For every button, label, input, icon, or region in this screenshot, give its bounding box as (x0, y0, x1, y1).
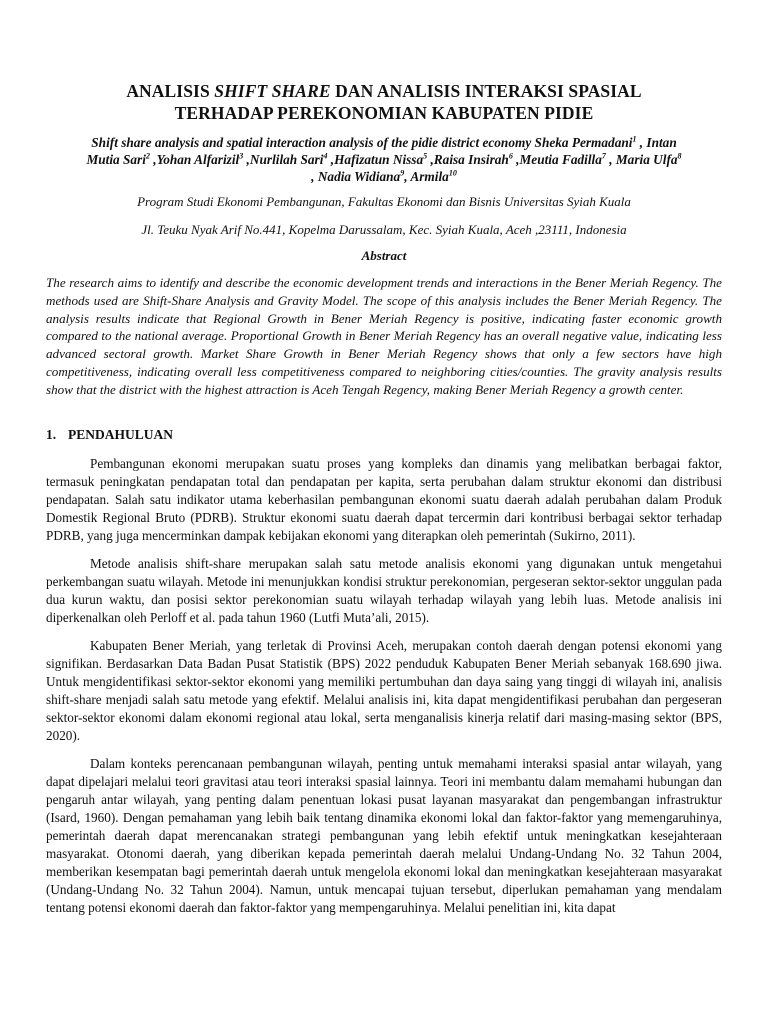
author-sup: 9 (400, 168, 405, 178)
abstract-heading: Abstract (361, 248, 407, 263)
author-0: Shift share analysis and spatial interaction analysis of the pidie district economy Sheka Permadani (91, 135, 633, 150)
address: Jl. Teuku Nyak Arif No.441, Kopelma Darussalam, Kec. Syiah Kuala, Aceh ,23111, Indonesia (141, 222, 627, 237)
author-3: Nurlilah Sari (249, 152, 324, 167)
author-9: Armila (410, 169, 449, 184)
paragraph: Pembangunan ekonomi merupakan suatu proses yang kompleks dan dinamis yang melibatkan berbagai faktor, termasuk peningkatan pendapatan total dan pendapatan per kapita, serta perubahan dalam struktur ekonomi dan distribusi pendapatan. Salah satu indikator utama keberhasilan pembangunan ekonomi suatu daerah adalah perubahan dalam Produk Domestik Regional Bruto (PDRB). Struktur ekonomi suatu daerah dapat tercermin dari kontribusi berbagai sektor terhadap PDRB, yang juga mencerminkan dampak kebijakan ekonomi yang diterapkan oleh pemerintah (Sukirno, 2011). (46, 455, 722, 543)
author-5: Raisa Insirah (433, 152, 509, 167)
paragraph: Kabupaten Bener Meriah, yang terletak di Provinsi Aceh, merupakan contoh daerah dengan potensi ekonomi yang signifikan. Berdasarkan Data Badan Pusat Statistik (BPS) 2022 penduduk Kabupaten Bener Meriah sebanyak 168.690 jiwa. Untuk mengidentifikasi sektor-sektor ekonomi yang memiliki pertumbuhan dan daya saing yang tinggi di wilayah ini, analisis shift-share menjadi salah satu metode yang efektif. Melalui analisis ini, kita dapat mengidentifikasi perubahan dan pergeseran sektor-sektor ekonomi dalam ekonomi regional atau lokal, serta menganalisis kinerja relatif dari masing-masing sektor (BPS, 2020). (46, 637, 722, 743)
title-line-2: TERHADAP PEREKONOMIAN KABUPATEN PIDIE (174, 103, 594, 123)
author-sup: 3 (239, 151, 244, 161)
author-sup: 4 (323, 151, 328, 161)
title-part-b: DAN ANALISIS INTERAKSI SPASIAL (330, 81, 642, 101)
author-sep: , Intan (636, 135, 677, 150)
author-sup: 7 (601, 151, 606, 161)
section-number: 1. (46, 426, 57, 442)
author-sup: 8 (677, 151, 682, 161)
author-4: Hafizatun Nissa (334, 152, 424, 167)
author-sup: 2 (145, 151, 150, 161)
author-sep: , (311, 169, 315, 184)
author-sup: 6 (508, 151, 513, 161)
title-italic-term: SHIFT SHARE (214, 81, 331, 101)
author-sup: 10 (448, 168, 457, 178)
author-sep: , (243, 152, 250, 167)
author-sup: 5 (423, 151, 428, 161)
paragraph: Metode analisis shift-share merupakan salah satu metode analisis ekonomi yang digunakan untuk mengetahui perkembangan suatu wilayah. Metode ini menunjukkan kondisi struktur perekonomian, pergeseran sektor-sektor unggulan pada dua kurun waktu, dan posisi sektor perekonomian suatu wilayah terhadap wilayah yang lebih luas. Metode analisis ini diperkenalkan oleh Perloff et al. pada tahun 1960 (Lutfi Muta’ali, 2015). (46, 555, 722, 625)
author-sep: , (327, 152, 335, 167)
author-1: Mutia Sari (86, 152, 146, 167)
abstract-text: The research aims to identify and describe the economic development trends and interactions in the Bener Meriah Regency. The methods used are Shift-Share Analysis and Gravity Model. The scope of this analysis includes the Bener Meriah Regency. The analysis results indicate that Regional Growth in Bener Meriah Regency is positive, indicating faster economic growth compared to the national average. Proportional Growth in Bener Meriah Regency has an overall negative value, indicating less advanced sectoral growth. Market Share Growth in Bener Meriah Regency shows that only a few sectors have high competitiveness, indicating overall less competitiveness compared to neighboring cities/counties. The gravity analysis results show that the district with the highest attraction is Aceh Tengah Regency, making Bener Meriah Regency a growth center. (46, 275, 722, 397)
section-title: PENDAHULUAN (68, 426, 174, 442)
author-sep: , (427, 152, 434, 167)
authors-line (46, 134, 722, 185)
title-part-a: ANALISIS (126, 81, 215, 101)
author-sep: , (149, 152, 157, 167)
author-2: Yohan Alfarizil (156, 152, 240, 167)
author-sep: , (512, 152, 520, 167)
author-sup: 1 (632, 134, 637, 144)
section-heading (46, 427, 722, 443)
author-sep: , (605, 152, 616, 167)
paper-title (46, 80, 722, 124)
author-7: Maria Ulfa (615, 152, 678, 167)
author-8: Nadia Widiana (314, 169, 401, 184)
affiliation: Program Studi Ekonomi Pembangunan, Fakultas Ekonomi dan Bisnis Universitas Syiah Kuala (137, 194, 631, 209)
author-sep: , (404, 169, 411, 184)
paragraph: Dalam konteks perencanaan pembangunan wilayah, penting untuk memahami interaksi spasial antar wilayah, yang dapat dipelajari melalui teori gravitasi atau teori interaksi spasial lainnya. Teori ini membantu dalam memahami hubungan dan pengaruh antar wilayah, yang penting dalam penentuan lokasi pusat layanan masyarakat dan pengembangan infrastruktur (Isard, 1960). Dengan pemahaman yang lebih baik tentang dinamika ekonomi lokal dan faktor-faktor yang memengaruhinya, pemerintah daerah dapat merencanakan strategi pembangunan yang lebih efektif untuk meningkatkan kesejahteraan masyarakat. Otonomi daerah, yang diberikan kepada pemerintah daerah melalui Undang-Undang No. 32 Tahun 2004, memberikan kesempatan bagi pemerintah daerah untuk mengelola ekonomi lokal dan meningkatkan kesejahteraan masyarakat (Undang-Undang No. 32 Tahun 2004). Namun, untuk mencapai tujuan tersebut, diperlukan pemahaman yang mendalam tentang potensi ekonomi daerah dan faktor-faktor yang mempengaruhinya. Melalui penelitian ini, kita dapat (46, 755, 722, 915)
author-6: Meutia Fadilla (519, 152, 602, 167)
